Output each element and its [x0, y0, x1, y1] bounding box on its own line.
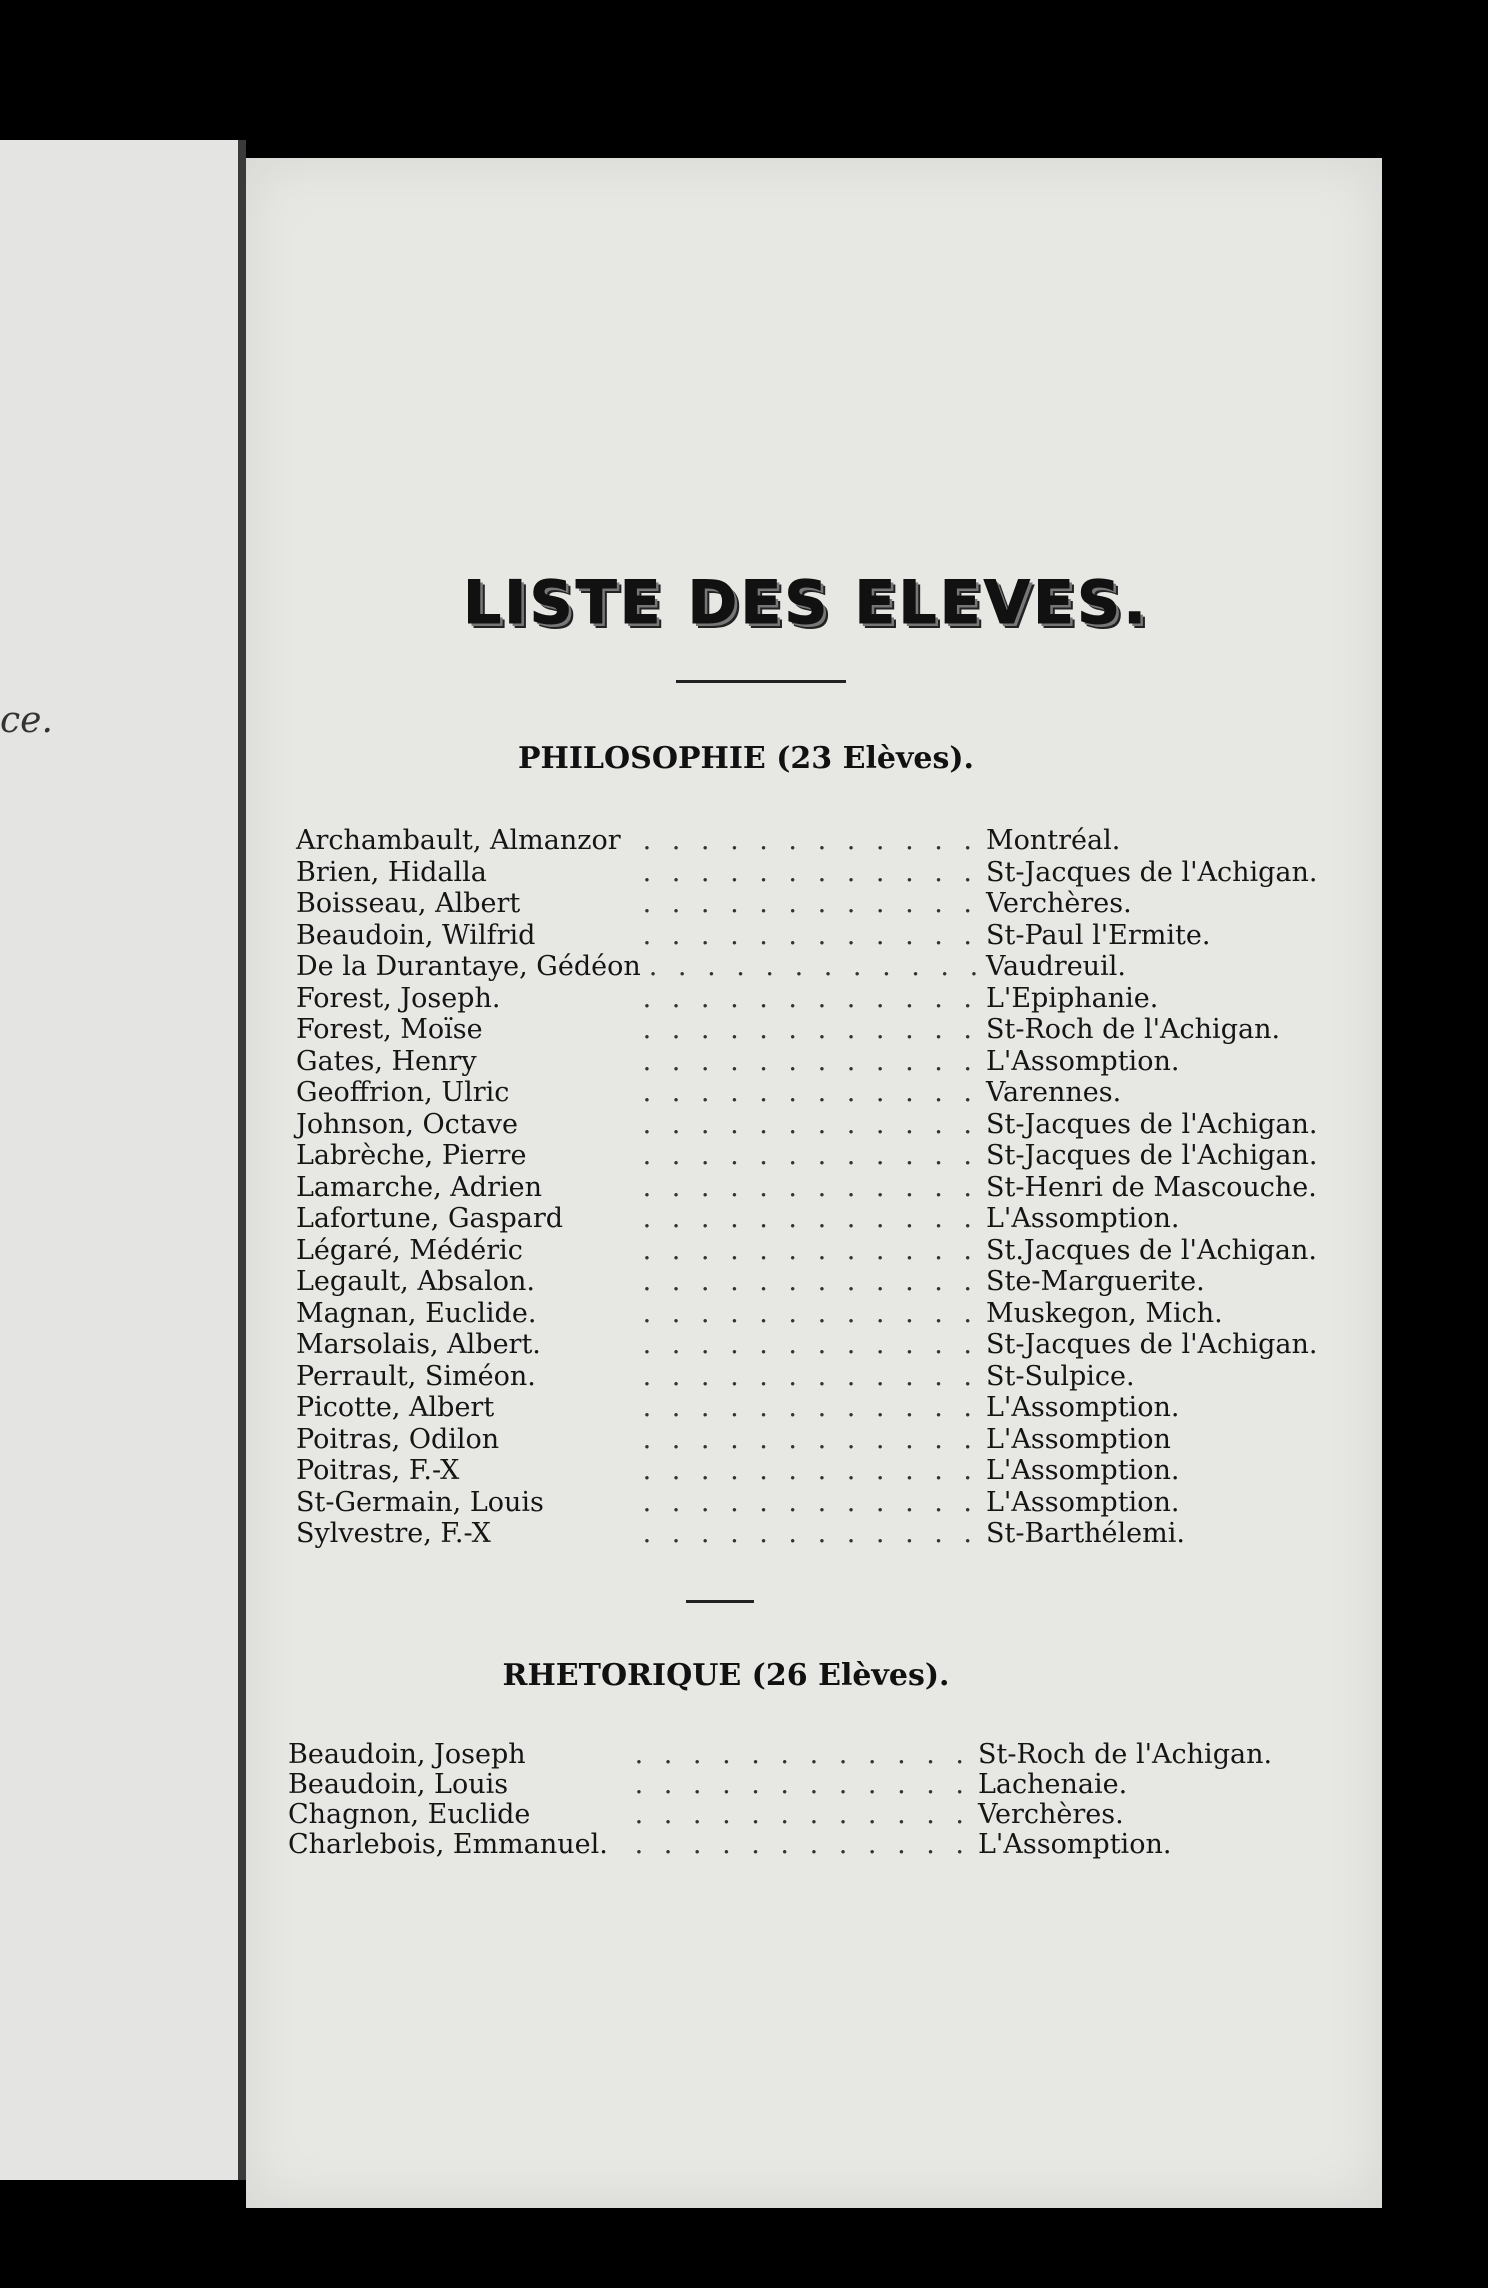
student-place: St-Henri de Mascouche.: [986, 1171, 1317, 1203]
student-name: Lafortune, Gaspard: [296, 1203, 564, 1234]
leader-dots: . . . . . . . . . . . .: [642, 1423, 978, 1455]
student-place: L'Assomption.: [986, 1455, 1180, 1486]
student-name: Picotte, Albert: [296, 1392, 495, 1423]
student-name: Forest, Joseph.: [296, 982, 501, 1014]
leader-dots: . . . . . . . . . . . .: [642, 1203, 978, 1234]
leader-dots: . . . . . . . . . . . .: [642, 1329, 978, 1360]
student-name: Beaudoin, Louis: [288, 1769, 509, 1800]
student-place: St.Jacques de l'Achigan.: [986, 1234, 1317, 1266]
student-row: [296, 1109, 1316, 1141]
student-name: Brien, Hidalla: [296, 856, 487, 888]
student-place: Lachenaie.: [978, 1769, 1128, 1800]
student-name: Forest, Moïse: [296, 1014, 483, 1045]
student-row: [288, 1800, 1308, 1830]
leader-dots: . . . . . . . . . . . .: [642, 856, 978, 888]
student-row: [288, 1770, 1308, 1800]
leader-dots: . . . . . . . . . . . .: [642, 982, 978, 1014]
student-row: [296, 1518, 1316, 1550]
leader-dots: . . . . . . . . . . . .: [642, 1234, 978, 1266]
student-place: St-Jacques de l'Achigan.: [986, 1140, 1318, 1171]
student-name: Marsolais, Albert.: [296, 1329, 541, 1360]
student-name: Poitras, Odilon: [296, 1423, 500, 1455]
student-name: Boisseau, Albert: [296, 888, 521, 919]
student-row: [296, 1172, 1316, 1204]
leader-dots: . . . . . . . . . . . .: [634, 1800, 970, 1830]
student-place: Varennes.: [986, 1077, 1122, 1108]
student-name: De la Durantaye, Gédéon: [296, 951, 641, 982]
student-name: Beaudoin, Joseph: [288, 1739, 526, 1770]
student-place: Ste-Marguerite.: [986, 1266, 1205, 1297]
student-row: [296, 1392, 1316, 1424]
philosophie-list: [296, 825, 1316, 1550]
student-name: Légaré, Médéric: [296, 1234, 523, 1266]
student-place: St-Jacques de l'Achigan.: [986, 1108, 1318, 1140]
student-row: [296, 1140, 1316, 1172]
student-place: St-Roch de l'Achigan.: [986, 1014, 1281, 1045]
student-row: [288, 1830, 1308, 1860]
leader-dots: . . . . . . . . . . . .: [642, 1266, 978, 1297]
student-row: [296, 888, 1316, 920]
leader-dots: . . . . . . . . . . . .: [642, 1171, 978, 1203]
student-name: Archambault, Almanzor: [296, 825, 621, 856]
student-place: St-Sulpice.: [986, 1360, 1135, 1392]
student-row: [296, 983, 1316, 1015]
student-row: [296, 1266, 1316, 1298]
leader-dots: . . . . . . . . . . . .: [648, 951, 985, 982]
student-row: [296, 1077, 1316, 1109]
student-place: Muskegon, Mich.: [986, 1297, 1223, 1329]
section-rule: [686, 1600, 754, 1603]
student-row: [296, 1046, 1316, 1078]
student-place: St-Jacques de l'Achigan.: [986, 856, 1318, 888]
rhetorique-list: [288, 1740, 1308, 1860]
student-row: [296, 951, 1316, 983]
student-place: L'Assomption.: [986, 1045, 1180, 1077]
student-place: Vaudreuil.: [986, 951, 1126, 982]
student-row: [296, 1424, 1316, 1456]
leader-dots: . . . . . . . . . . . .: [642, 1518, 978, 1549]
student-place: L'Assomption.: [978, 1829, 1172, 1860]
student-place: St-Roch de l'Achigan.: [978, 1739, 1273, 1770]
student-place: L'Assomption: [986, 1423, 1171, 1455]
leader-dots: . . . . . . . . . . . .: [642, 888, 978, 919]
student-row: [296, 1329, 1316, 1361]
student-row: [296, 920, 1316, 952]
student-name: Labrèche, Pierre: [296, 1140, 527, 1171]
student-name: Lamarche, Adrien: [296, 1171, 542, 1203]
facing-page: [0, 140, 246, 2180]
student-name: Legault, Absalon.: [296, 1266, 535, 1297]
student-row: [296, 825, 1316, 857]
student-name: Gates, Henry: [296, 1045, 477, 1077]
leader-dots: . . . . . . . . . . . .: [642, 1297, 978, 1329]
student-name: Magnan, Euclide.: [296, 1297, 537, 1329]
leader-dots: . . . . . . . . . . . .: [642, 919, 978, 951]
leader-dots: . . . . . . . . . . . .: [642, 1486, 978, 1518]
student-row: [296, 1235, 1316, 1267]
leader-dots: . . . . . . . . . . . .: [642, 1077, 978, 1108]
student-name: St-Germain, Louis: [296, 1486, 544, 1518]
leader-dots: . . . . . . . . . . . .: [642, 1014, 978, 1045]
student-name: Chagnon, Euclide: [288, 1799, 531, 1830]
student-place: Verchères.: [978, 1799, 1124, 1830]
student-place: L'Assomption.: [986, 1392, 1180, 1423]
student-place: St-Paul l'Ermite.: [986, 919, 1211, 951]
section-heading-philosophie: PHILOSOPHIE (23 Elèves).: [518, 741, 974, 776]
student-name: Sylvestre, F.-X: [296, 1518, 491, 1549]
student-place: Montréal.: [986, 825, 1121, 856]
leader-dots: . . . . . . . . . . . .: [642, 1045, 978, 1077]
student-name: Poitras, F.-X: [296, 1455, 460, 1486]
list-title: LISTE DES ELEVES.: [462, 568, 1150, 638]
leader-dots: . . . . . . . . . . . .: [642, 1455, 978, 1486]
document-page: [246, 158, 1382, 2208]
leader-dots: . . . . . . . . . . . .: [634, 1770, 970, 1800]
leader-dots: . . . . . . . . . . . .: [642, 825, 978, 856]
student-place: St-Jacques de l'Achigan.: [986, 1329, 1318, 1360]
leader-dots: . . . . . . . . . . . .: [642, 1140, 978, 1171]
leader-dots: . . . . . . . . . . . .: [642, 1108, 978, 1140]
student-row: [296, 1203, 1316, 1235]
student-name: Beaudoin, Wilfrid: [296, 919, 536, 951]
student-place: L'Assomption.: [986, 1486, 1180, 1518]
leader-dots: . . . . . . . . . . . .: [642, 1392, 978, 1423]
student-place: St-Barthélemi.: [986, 1518, 1185, 1549]
facing-page-fragment: ce.: [0, 700, 53, 741]
student-row: [296, 1298, 1316, 1330]
student-name: Perrault, Siméon.: [296, 1360, 536, 1392]
student-row: [296, 1455, 1316, 1487]
student-row: [296, 1361, 1316, 1393]
student-name: Geoffrion, Ulric: [296, 1077, 510, 1108]
student-row: [296, 857, 1316, 889]
student-row: [296, 1487, 1316, 1519]
student-name: Johnson, Octave: [296, 1108, 518, 1140]
student-place: L'Epiphanie.: [986, 982, 1159, 1014]
leader-dots: . . . . . . . . . . . .: [642, 1360, 978, 1392]
title-rule: [676, 680, 846, 683]
section-heading-rhetorique: RHETORIQUE (26 Elèves).: [502, 1658, 950, 1693]
student-name: Charlebois, Emmanuel.: [288, 1829, 608, 1860]
student-row: [288, 1740, 1308, 1770]
student-row: [296, 1014, 1316, 1046]
leader-dots: . . . . . . . . . . . .: [634, 1740, 970, 1770]
leader-dots: . . . . . . . . . . . .: [634, 1830, 970, 1860]
student-place: Verchères.: [986, 888, 1132, 919]
student-place: L'Assomption.: [986, 1203, 1180, 1234]
